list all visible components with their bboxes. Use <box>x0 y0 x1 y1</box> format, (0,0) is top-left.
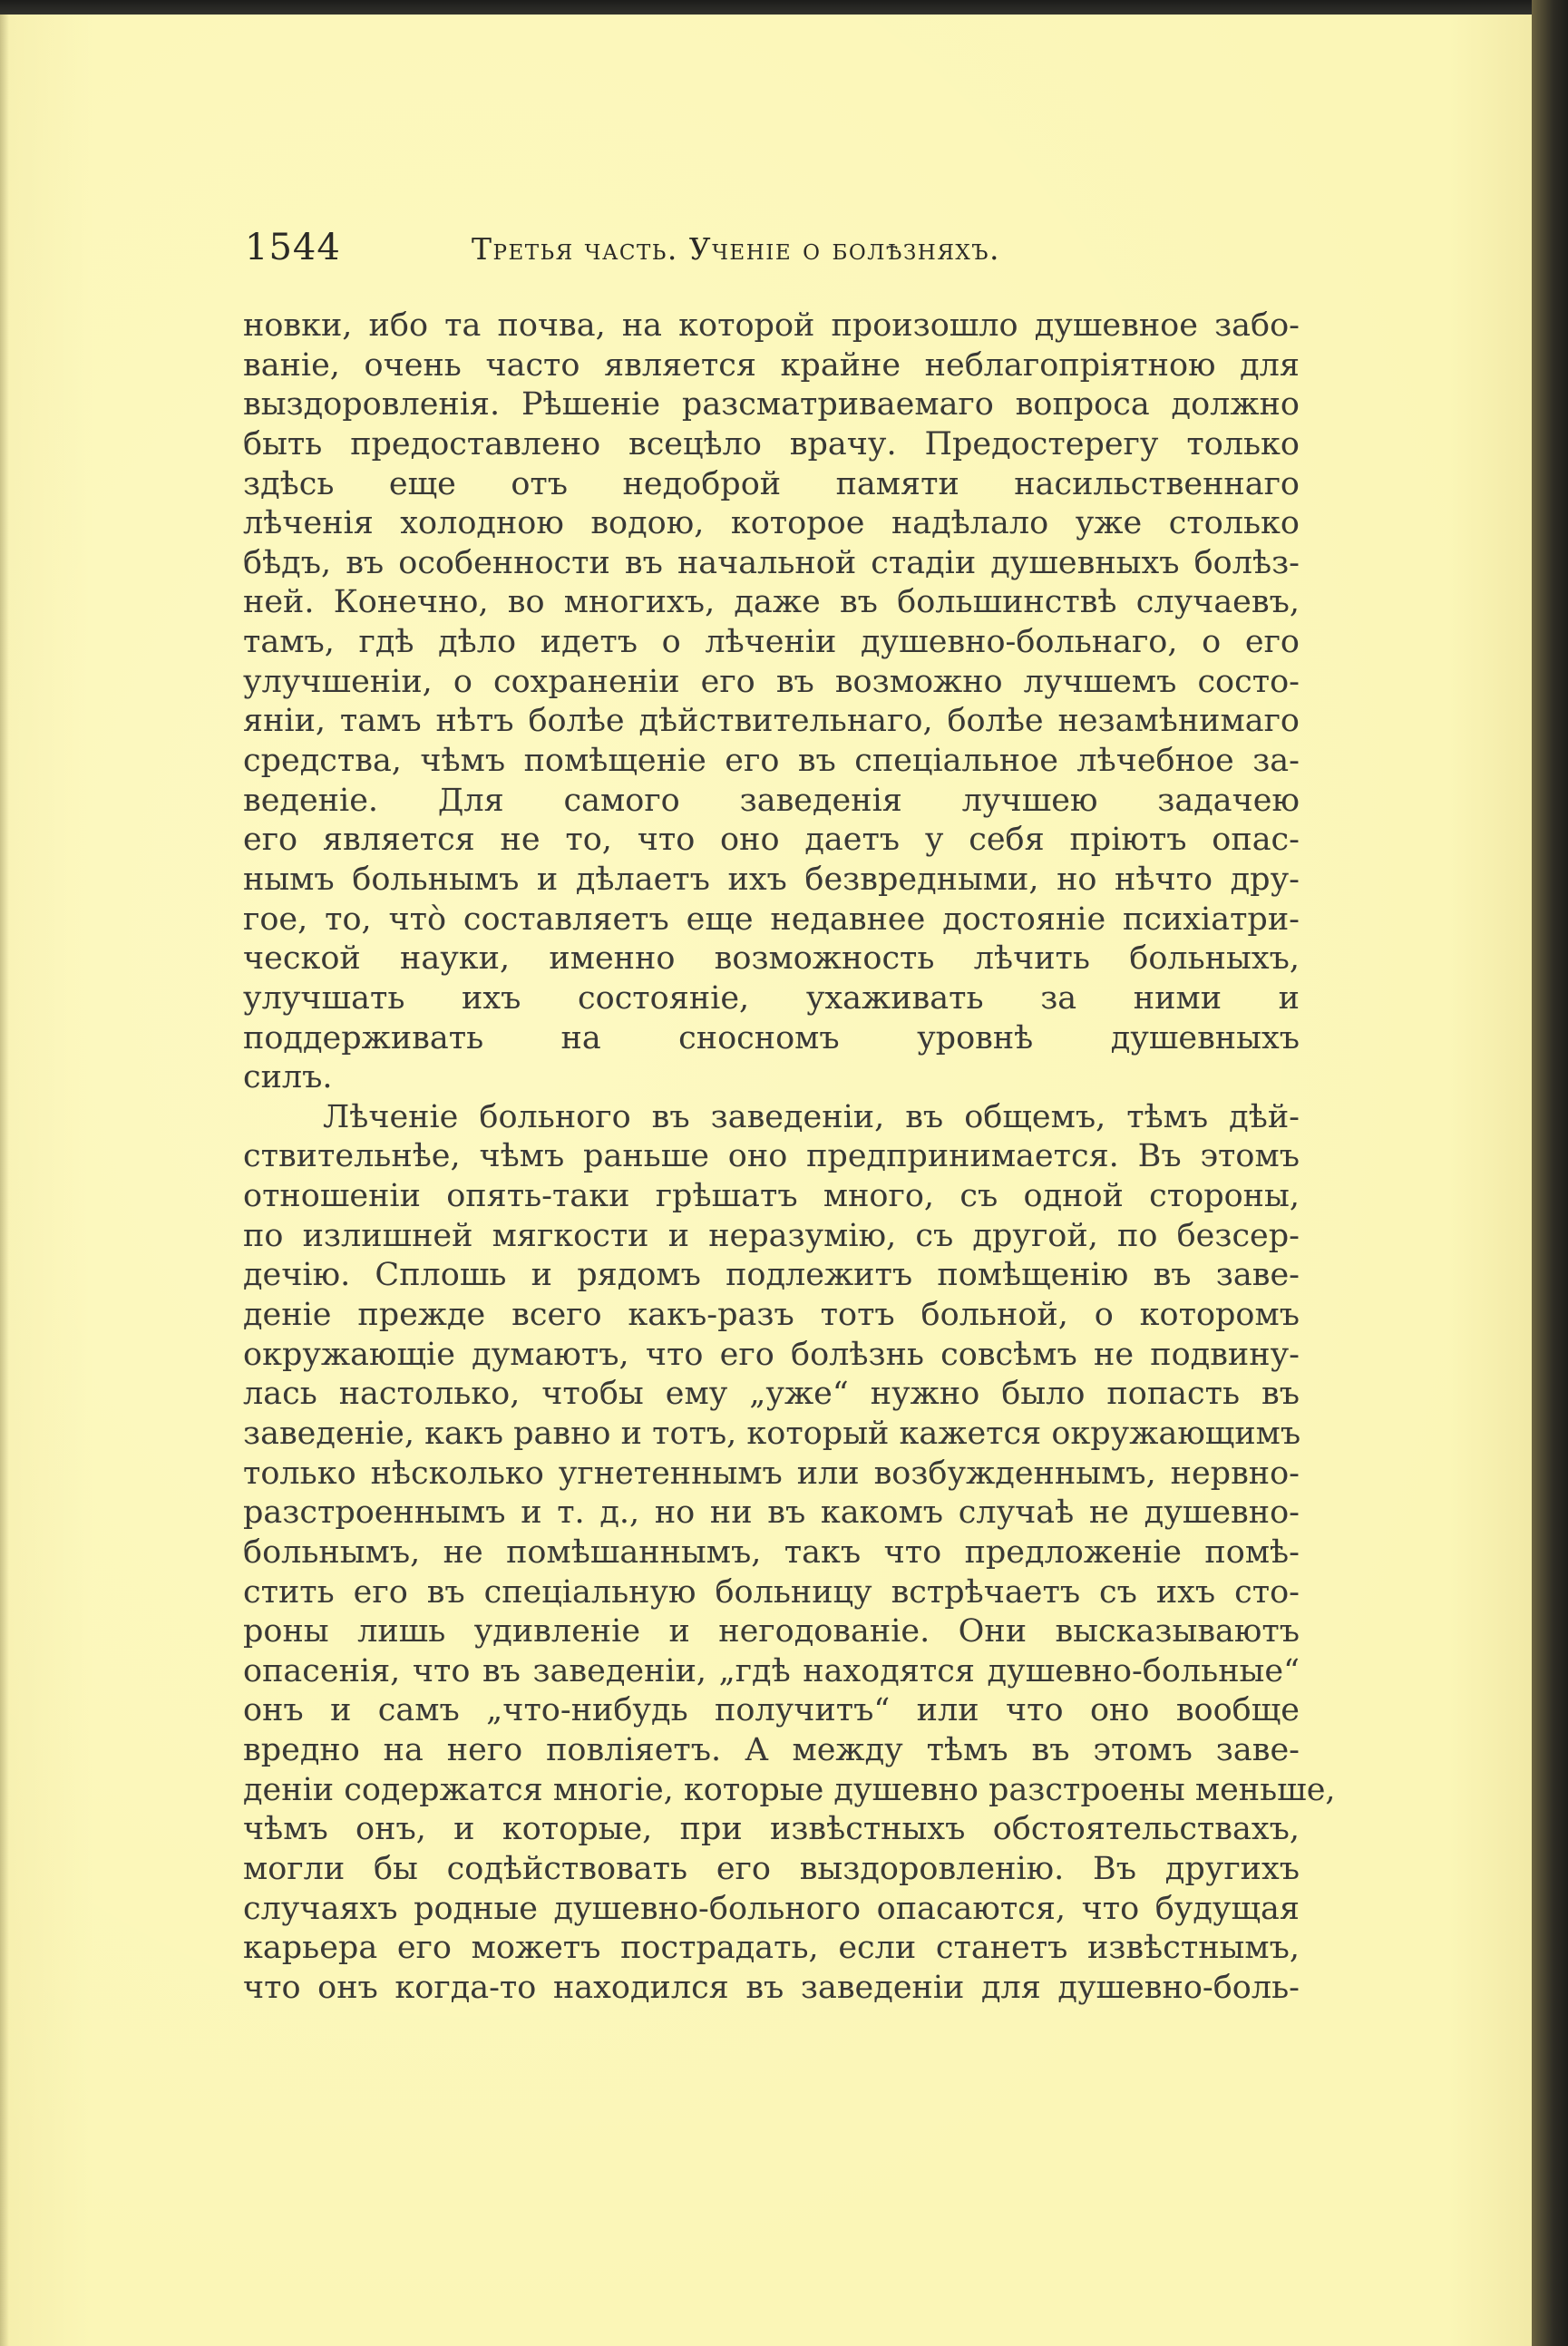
text-line: силъ. <box>243 1059 333 1096</box>
text-line: новки, ибо та почва, на которой произошло душевное забо- <box>243 307 1300 344</box>
text-line: бѣдъ, въ особенности въ начальной стадіи душевныхъ болѣз- <box>243 544 1300 581</box>
text-line: яніи, тамъ нѣтъ болѣе дѣйствительнаго, болѣе незамѣнимаго <box>243 703 1300 740</box>
text-line: окружающіе думаютъ, что его болѣзнь совсѣмъ не подвину- <box>243 1336 1300 1373</box>
text-line: вредно на него повліяетъ. А между тѣмъ въ этомъ заве- <box>243 1732 1300 1769</box>
text-line: ствительнѣе, чѣмъ раньше оно предпринимается. Въ этомъ <box>243 1138 1300 1175</box>
text-line: средства, чѣмъ помѣщеніе его въ спеціальное лѣчебное за- <box>243 743 1300 780</box>
text-line: тамъ, гдѣ дѣло идетъ о лѣченіи душевно-больнаго, о его <box>243 624 1300 661</box>
text-line: деніе прежде всего какъ-разъ тотъ больной, о которомъ <box>243 1297 1300 1334</box>
text-line: карьера его можетъ пострадать, если станетъ извѣстнымъ, <box>243 1930 1300 1967</box>
page-gutter-shadow <box>0 15 9 2346</box>
text-line: могли бы содѣйствовать его выздоровленію. Въ другихъ <box>243 1850 1300 1887</box>
text-line: случаяхъ родные душевно-больного опасаются, что будущая <box>243 1890 1300 1927</box>
text-line: онъ и самъ „что-нибудь получитъ“ или что оно вообще <box>243 1692 1300 1729</box>
text-line: дечію. Сплошь и рядомъ подлежитъ помѣщенію въ заве- <box>243 1257 1300 1294</box>
text-line: отношеніи опять-таки грѣшатъ много, съ одной стороны, <box>243 1178 1300 1215</box>
text-line: только нѣсколько угнетеннымъ или возбужденнымъ, нервно- <box>243 1455 1300 1492</box>
text-line: выздоровленія. Рѣшеніе разсматриваемаго вопроса должно <box>243 386 1300 423</box>
text-line: деніи содержатся многіе, которые душевно разстроены меньше, <box>243 1771 1336 1808</box>
page-header <box>245 227 1297 281</box>
text-line: по излишней мягкости и неразумію, съ другой, по безсер- <box>243 1217 1300 1254</box>
text-line: заведеніе, какъ равно и тотъ, который кажется окружающимъ <box>243 1415 1301 1452</box>
text-line: больнымъ, не помѣшаннымъ, такъ что предложеніе помѣ- <box>243 1533 1300 1571</box>
text-line: разстроеннымъ и т. д., но ни въ какомъ случаѣ не душевно- <box>243 1494 1300 1532</box>
text-line: ческой науки, именно возможность лѣчить больныхъ, <box>243 940 1300 978</box>
text-line: лѣченія холодною водою, которое надѣлало уже столько <box>243 505 1300 542</box>
text-line: стить его въ спеціальную больницу встрѣчаетъ съ ихъ сто- <box>243 1573 1300 1611</box>
text-line: Лѣченіе больного въ заведеніи, въ общемъ, тѣмъ дѣй- <box>323 1098 1300 1135</box>
running-head: Третья часть. Ученіе о болѣзняхъ. <box>472 231 1001 267</box>
text-line: лась настолько, чтобы ему „уже“ нужно было попасть въ <box>243 1376 1300 1413</box>
text-line: ваніе, очень часто является крайне неблагопріятною для <box>243 346 1300 384</box>
text-line: здѣсь еще отъ недоброй памяти насильственнаго <box>243 465 1300 502</box>
text-line: ней. Конечно, во многихъ, даже въ большинствѣ случаевъ, <box>243 584 1300 621</box>
text-line: улучшать ихъ состояніе, ухаживать за ними и <box>243 979 1300 1017</box>
text-line: поддерживать на сносномъ уровнѣ душевныхъ <box>243 1019 1300 1056</box>
text-line: нымъ больнымъ и дѣлаетъ ихъ безвредными, но нѣчто дру- <box>243 861 1300 898</box>
text-line: что онъ когда-то находился въ заведеніи для душевно-боль- <box>243 1969 1300 2006</box>
text-line: роны лишь удивленіе и негодованіе. Они высказываютъ <box>243 1613 1300 1650</box>
text-line: опасенія, что въ заведеніи, „гдѣ находятся душевно-больные“ <box>243 1652 1300 1689</box>
text-line: веденіе. Для самого заведенія лучшею задачею <box>243 782 1300 819</box>
page-number: 1544 <box>245 227 341 268</box>
text-line: быть предоставлено всецѣло врачу. Предостерегу только <box>243 425 1300 462</box>
body-text <box>243 307 1336 2009</box>
text-line: чѣмъ онъ, и которые, при извѣстныхъ обстоятельствахъ, <box>243 1811 1300 1848</box>
text-line: его является не то, что оно даетъ у себя пріютъ опас- <box>243 822 1300 859</box>
text-line: улучшеніи, о сохраненіи его въ возможно лучшемъ состо- <box>243 663 1300 700</box>
scan-right-edge <box>1532 0 1568 2346</box>
text-line: гое, то, что̀ составляетъ еще недавнее достояніе психіатри- <box>243 900 1300 938</box>
